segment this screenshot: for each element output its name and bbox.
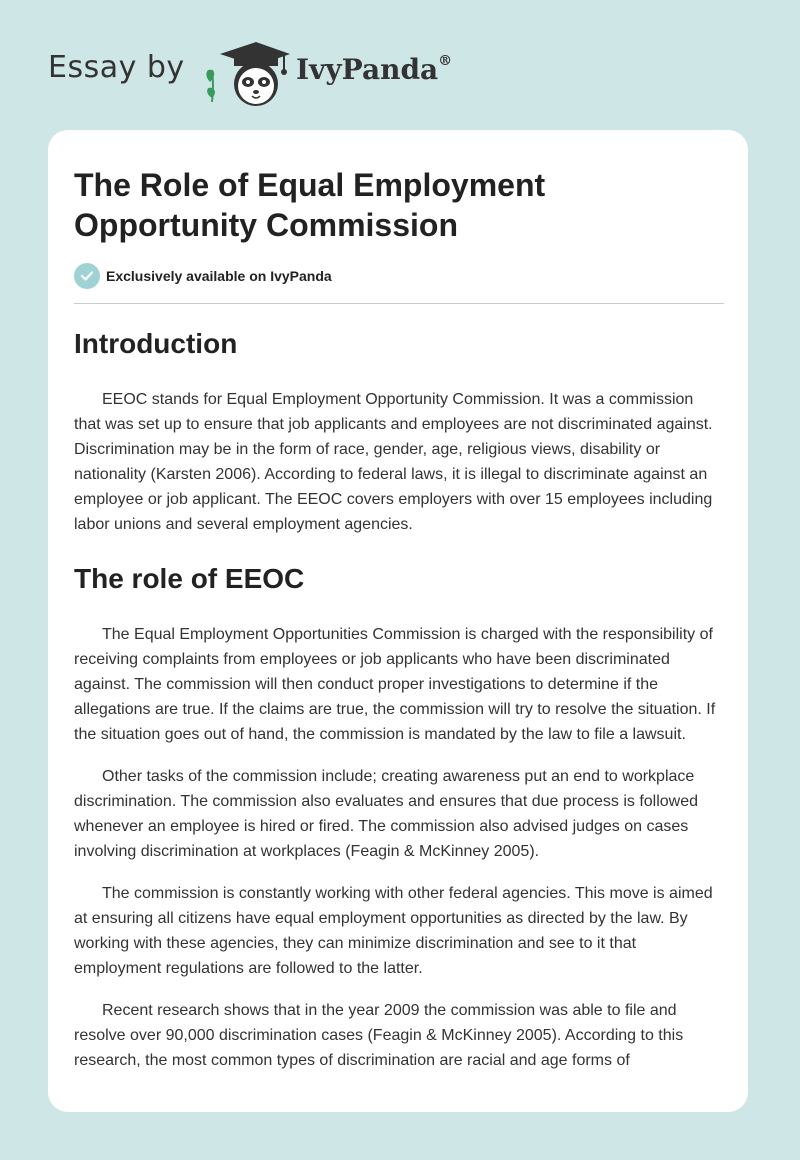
exclusive-badge — [74, 263, 332, 289]
essay-by-label: Essay by — [48, 50, 185, 85]
paragraph: The commission is constantly working with other federal agencies. This move is aimed at ensuring all citizens have equal employment opportunities as directed by the law. By working with these agencies, they can minimize discrimination and see to it that employment regulations are followed to the latter. — [74, 885, 713, 977]
site-header — [0, 0, 800, 130]
panda-logo-icon[interactable] — [200, 36, 292, 108]
article-title: The Role of Equal Employment Opportunity Commission — [74, 167, 546, 243]
paragraph: Recent research shows that in the year 2009 the commission was able to file and resolve over 90,000 discrimination cases (Feagin & McKinney 2005). According to this research, the most common types of discrimination are racial and age forms of — [74, 1002, 684, 1069]
exclusive-badge-text: Exclusively available on IvyPanda — [106, 268, 332, 284]
article-card — [48, 130, 748, 1112]
brand-name[interactable] — [296, 53, 452, 86]
article-body — [74, 320, 724, 1073]
section-heading-introduction: Introduction — [74, 328, 238, 359]
title-divider — [74, 303, 724, 304]
section-heading-role-of-eeoc: The role of EEOC — [74, 563, 305, 594]
paragraph: The Equal Employment Opportunities Commission is charged with the responsibility of receiving complaints from employees or job applicants who have been discriminated against. The commission will then conduct proper investigations to determine if the allegations are true. If the claims are true, the commission will try to resolve the situation. If the situation goes out of hand, the commission is mandated by the law to file a lawsuit. — [74, 626, 716, 743]
brand-text: IvyPanda — [296, 53, 439, 86]
paragraph: EEOC stands for Equal Employment Opportunity Commission. It was a commission that was set up to ensure that job applicants and employees are not discriminated against. Discrimination may be in the form of race, gender, age, religious views, disability or nationality (Karsten 2006). According to federal laws, it is illegal to discriminate against an employee or job applicant. The EEOC covers employers with over 15 employees including labor unions and several employment agencies. — [74, 391, 713, 533]
paragraph: Other tasks of the commission include; creating awareness put an end to workplace discrimination. The commission also evaluates and ensures that due process is followed whenever an employee is hired or fired. The commission also advised judges on cases involving discrimination at workplaces (Feagin & McKinney 2005). — [74, 768, 699, 860]
registered-mark: ® — [438, 52, 453, 69]
check-circle-icon — [74, 263, 100, 289]
